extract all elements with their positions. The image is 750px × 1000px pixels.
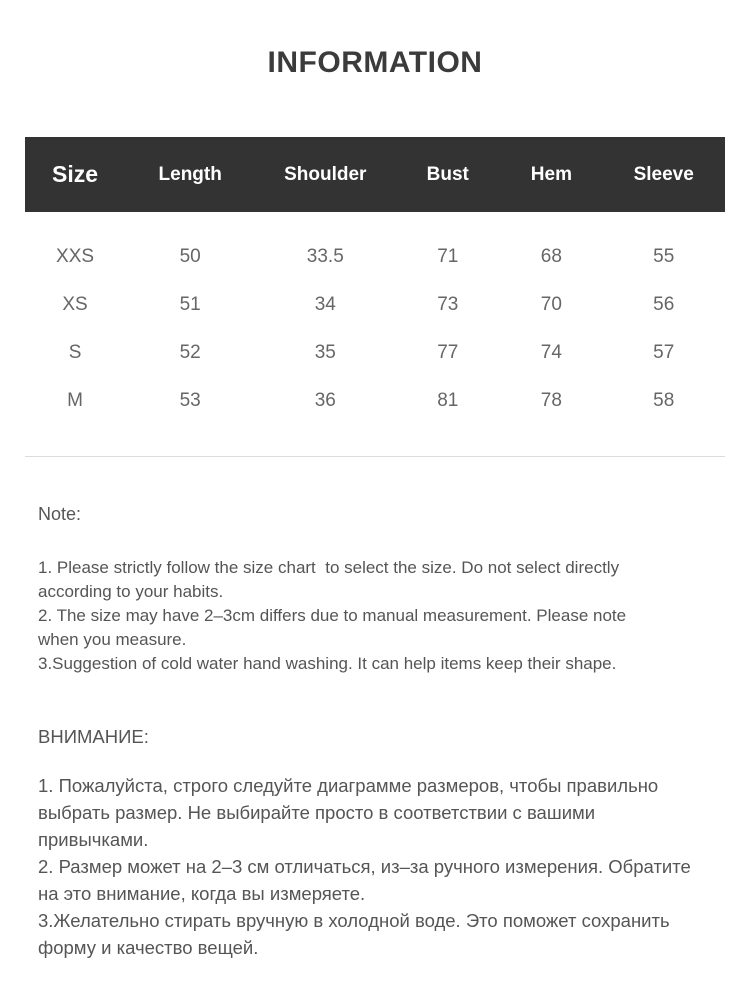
column-header-length: Length (158, 163, 222, 185)
cell-length: 52 (179, 342, 201, 363)
attention-line: форму и качество вещей. (38, 937, 259, 958)
note-text-block (38, 556, 626, 676)
attention-line: выбрать размер. Не выбирайте просто в соответствии с вашими (38, 802, 596, 823)
cell-bust: 77 (437, 342, 459, 363)
note-heading: Note: (38, 504, 82, 524)
note-line: 1. Please strictly follow the size chart to select the size. Do not select directly (38, 558, 620, 577)
attention-heading: ВНИМАНИЕ: (38, 726, 149, 747)
cell-bust: 81 (437, 390, 459, 411)
cell-shoulder: 36 (314, 390, 336, 411)
cell-hem: 70 (540, 294, 562, 315)
attention-line: 1. Пожалуйста, строго следуйте диаграмме размеров, чтобы правильно (38, 775, 659, 796)
table-row-s (25, 329, 725, 377)
note-line: 3.Suggestion of cold water hand washing. It can help items keep their shape. (38, 654, 617, 673)
cell-size-label: XS (62, 294, 88, 315)
table-row-xs (25, 281, 725, 329)
cell-bust: 71 (437, 246, 459, 267)
note-line: 2. The size may have 2–3cm differs due to manual measurement. Please note (38, 606, 627, 625)
page-title: INFORMATION (267, 46, 483, 79)
attention-text-block (38, 772, 691, 961)
attention-line: на это внимание, когда вы измеряете. (38, 883, 366, 904)
note-line: according to your habits. (38, 582, 224, 601)
attention-line: 3.Желательно стирать вручную в холодной воде. Это поможет сохранить (38, 910, 670, 931)
size-table-body (25, 212, 725, 425)
column-header-size: Size (52, 161, 99, 187)
column-header-sleeve: Sleeve (633, 163, 694, 185)
note-line: when you measure. (38, 630, 187, 649)
cell-shoulder: 35 (314, 342, 336, 363)
cell-sleeve: 55 (653, 246, 675, 267)
column-header-shoulder: Shoulder (284, 163, 367, 185)
cell-length: 51 (179, 294, 201, 315)
cell-bust: 73 (437, 294, 459, 315)
cell-shoulder: 34 (314, 294, 336, 315)
section-divider (25, 456, 725, 457)
cell-size-label: S (68, 342, 82, 363)
attention-line: привычками. (38, 829, 149, 850)
table-row-xxs (25, 233, 725, 281)
cell-sleeve: 56 (653, 294, 675, 315)
cell-length: 50 (179, 246, 201, 267)
table-row-m (25, 377, 725, 425)
cell-hem: 68 (540, 246, 562, 267)
column-header-hem: Hem (530, 163, 572, 185)
size-table (25, 137, 725, 425)
cell-size-label: XXS (56, 246, 95, 267)
cell-sleeve: 57 (653, 342, 675, 363)
cell-hem: 78 (540, 390, 562, 411)
cell-size-label: M (67, 390, 83, 411)
size-table-header-row (25, 137, 725, 212)
cell-sleeve: 58 (653, 390, 675, 411)
attention-line: 2. Размер может на 2–3 см отличаться, из–за ручного измерения. Обратите (38, 856, 691, 877)
column-header-bust: Bust (426, 163, 469, 185)
cell-shoulder: 33.5 (306, 246, 344, 267)
cell-hem: 74 (540, 342, 562, 363)
cell-length: 53 (179, 390, 201, 411)
